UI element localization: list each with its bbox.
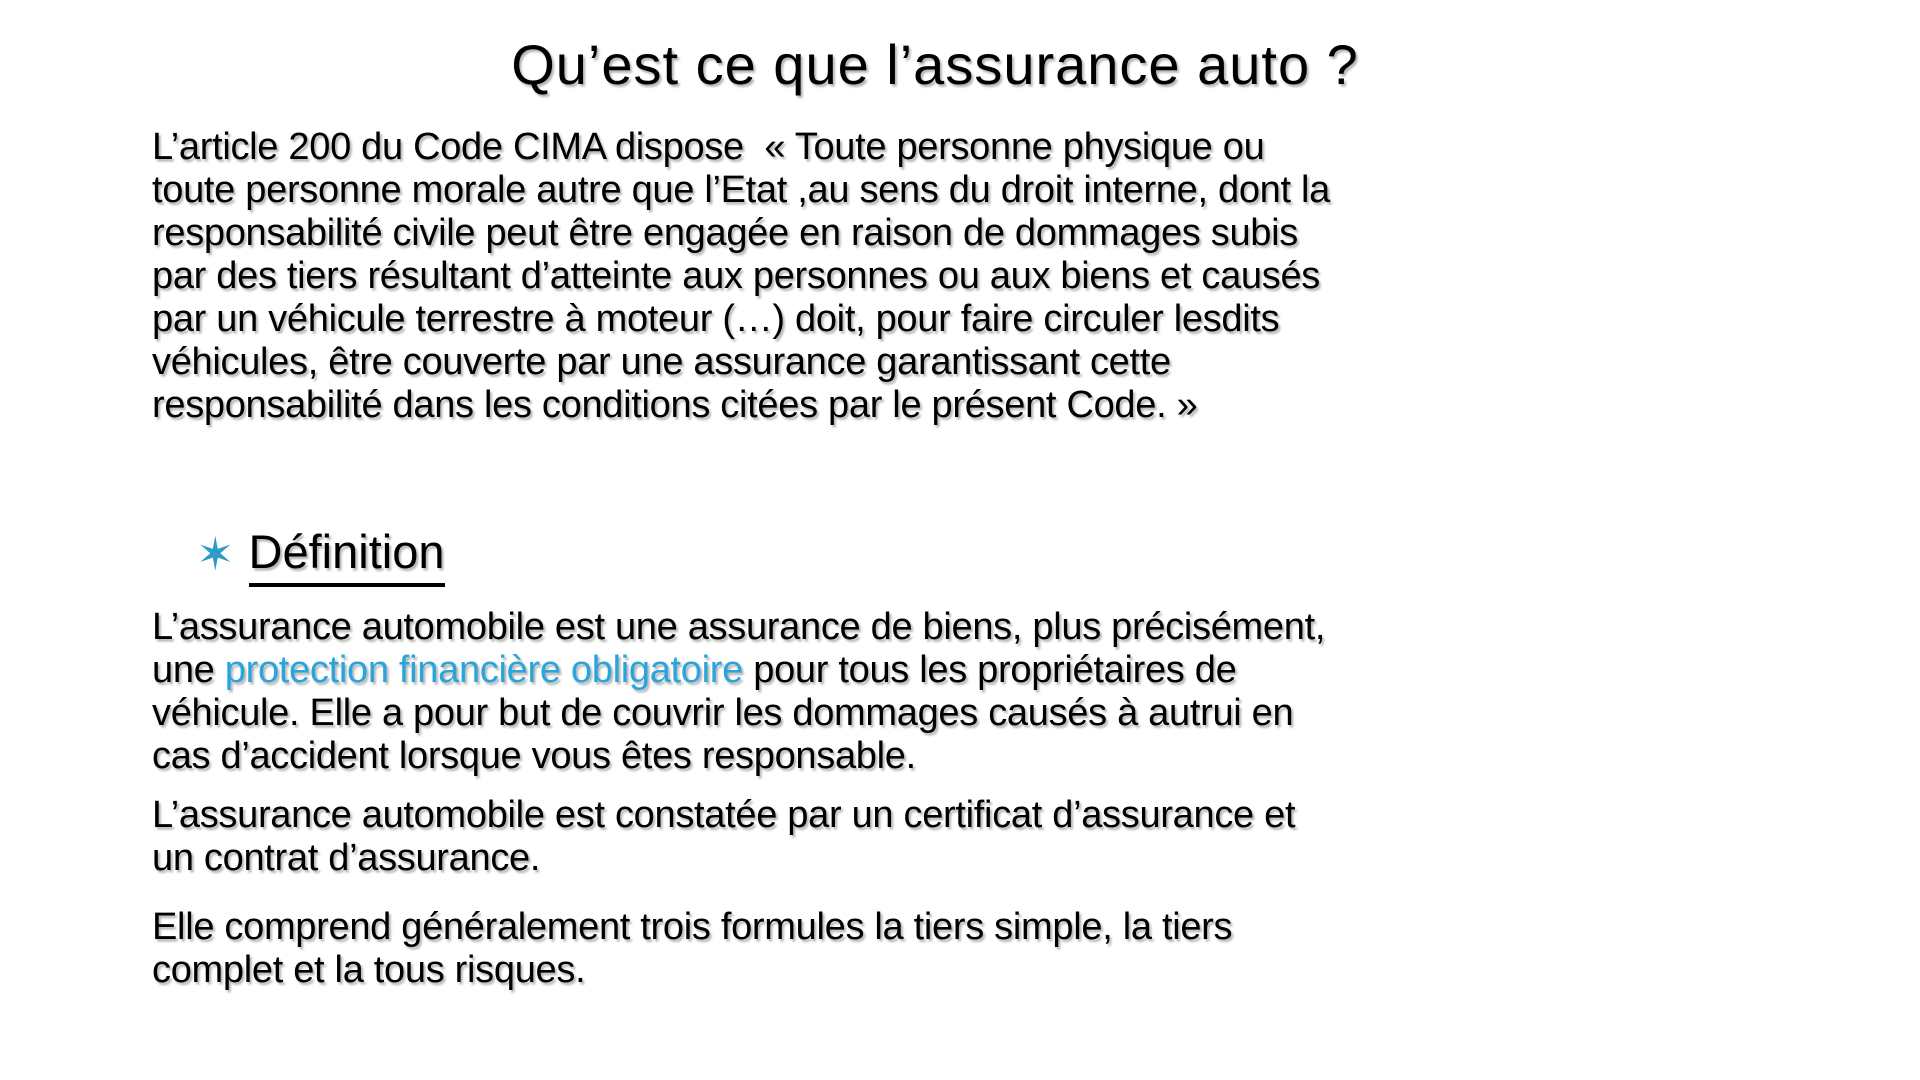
definition-p1-line-4: cas d’accident lorsque vous êtes responsable. (152, 735, 916, 777)
definition-paragraph-2 (152, 794, 1295, 880)
definition-paragraph-1 (152, 606, 1325, 778)
article-line-7: responsabilité dans les conditions citées par le présent Code. » (152, 384, 1198, 426)
star-bullet-icon: ✶ (196, 528, 235, 580)
slide-title: Qu’est ce que l’assurance auto ? (511, 33, 1359, 96)
article-line-2: toute personne morale autre que l’Etat ,au sens du droit interne, dont la (152, 169, 1330, 211)
definition-p2-line-1: L’assurance automobile est constatée par un certificat d’assurance et (152, 794, 1296, 836)
definition-p1-line-3: véhicule. Elle a pour but de couvrir les dommages causés à autrui en (152, 692, 1294, 734)
article-line-4: par des tiers résultant d’atteinte aux personnes ou aux biens et causés (152, 255, 1320, 297)
definition-p3-line-1: Elle comprend généralement trois formules la tiers simple, la tiers (152, 906, 1233, 948)
article-line-3: responsabilité civile peut être engagée en raison de dommages subis (152, 212, 1298, 254)
highlighted-phrase: protection financière obligatoire (224, 649, 743, 691)
definition-p1-line-2 (152, 649, 1325, 692)
definition-p1-line2-post: pour tous les propriétaires de (742, 649, 1237, 691)
definition-paragraph-3 (152, 906, 1232, 992)
definition-heading-label: Définition (249, 524, 445, 587)
definition-p1-line2-pre: une (152, 649, 225, 691)
definition-p2-line-2: un contrat d’assurance. (152, 837, 541, 879)
article-line-1: L’article 200 du Code CIMA dispose « Toute personne physique ou (152, 126, 1265, 168)
article-line-6: véhicules, être couverte par une assurance garantissant cette (152, 341, 1171, 383)
article-quote-paragraph (152, 126, 1330, 427)
article-line-5: par un véhicule terrestre à moteur (…) doit, pour faire circuler lesdits (152, 298, 1280, 340)
definition-heading (196, 524, 445, 587)
definition-p3-line-2: complet et la tous risques. (152, 949, 586, 991)
definition-p1-line-1: L’assurance automobile est une assurance de biens, plus précisément, (152, 606, 1326, 648)
